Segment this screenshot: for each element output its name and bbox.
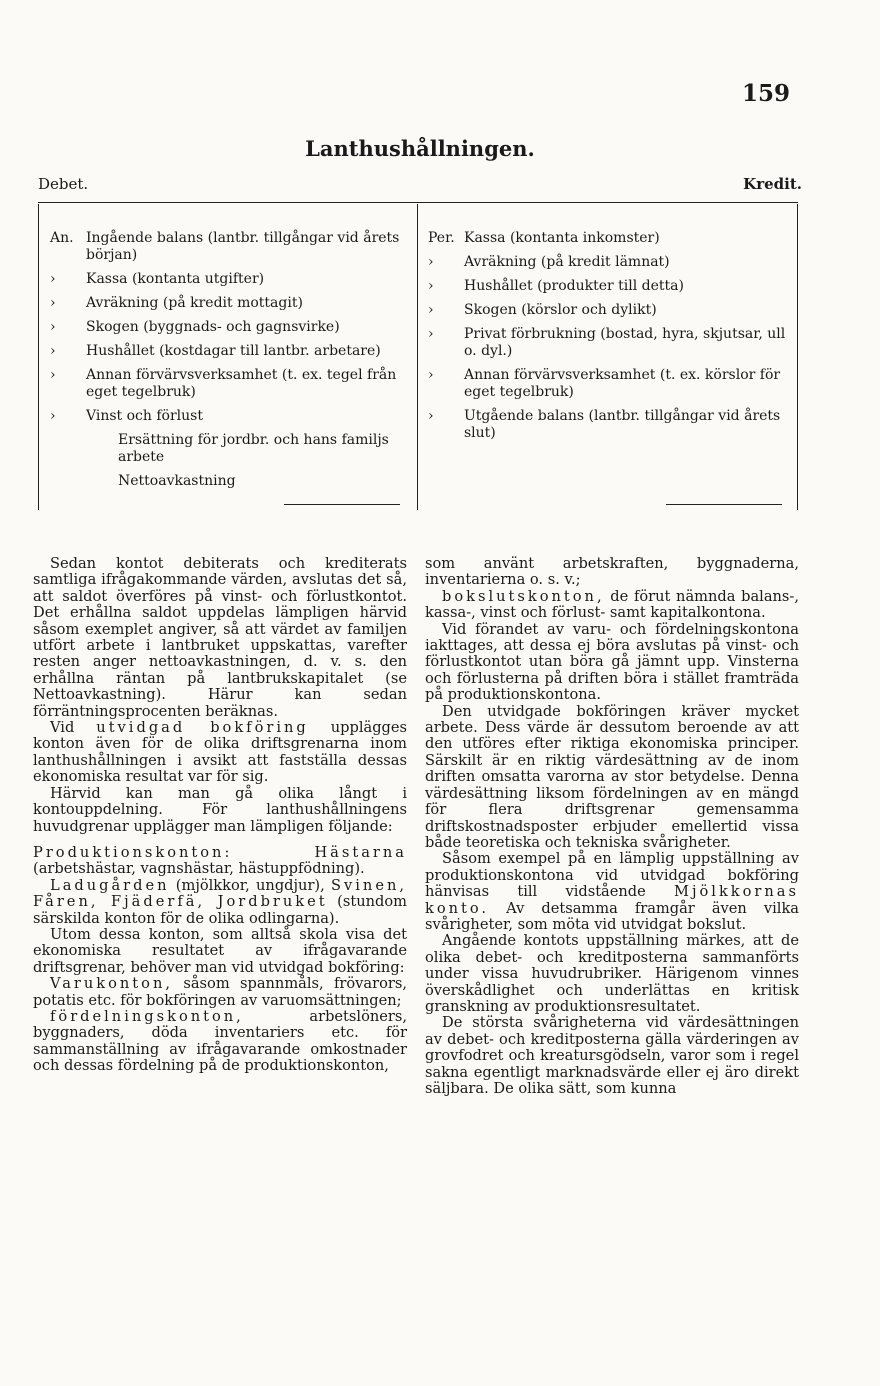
paragraph (425, 851, 799, 933)
paragraph (33, 1009, 407, 1075)
credit-entry-text: Avräkning (på kredit lämnat) (464, 254, 670, 270)
page-title: Lanthushållningen. (305, 136, 535, 161)
credit-entry-text: Hushållet (produkter till detta) (464, 278, 684, 294)
paragraph: Sedan kontot debiterats och krediterats samtliga ifrågakommande värden, avslutas det så, att saldot överföres på vinst- och förlustkontot. Det erhållna saldot uppdelas lämpligen härvid såsom exemplet angiver, så att värdet av familjen utfört arbete i lantbruket uppskattas, varefter resten anger nettoavkastningen, d. v. s. den erhållna räntan på lantbrukskapitalet (se Nettoavkastning). Härur kan sedan förräntningsprocenten beräknas. (33, 555, 407, 720)
credit-entry (428, 278, 786, 295)
debit-entry (50, 319, 408, 336)
credit-entry-text: Utgående balans (lantbr. tillgångar vid årets slut) (464, 408, 781, 441)
paragraph: Vid förandet av varu- och fördelningskontona iakttages, att dessa ej böra avslutas på vinst- och förlustkontot utan böra gå jämnt upp. Vinsterna och förlusterna på driften böra i stället framträda på produktionskontona. (425, 620, 799, 704)
spaced-term: Hästarna (314, 843, 407, 861)
kredit-label: Kredit. (743, 175, 802, 193)
spaced-term: utvidgad bokföring (96, 719, 309, 737)
account-top-rule (38, 202, 798, 203)
ditto-mark: › (428, 278, 434, 294)
ditto-mark: › (50, 343, 56, 359)
debit-entry-text: Ingående balans (lantbr. tillgångar vid årets början) (86, 230, 400, 263)
debit-entry-text: Hushållet (kostdagar till lantbr. arbetare) (86, 343, 381, 359)
debit-entry-text: Kassa (kontanta utgifter) (86, 271, 265, 287)
spaced-term: Produktionskonton: (33, 843, 233, 861)
account-middle-rule (417, 204, 418, 510)
debit-sum-rule (284, 504, 400, 505)
debit-entry-text: Avräkning (på kredit mottagit) (86, 295, 303, 311)
paragraph: De största svårigheterna vid värdesättningen av debet- och kreditposterna gälla värderingen av grovfodret och kreatursgödseln, varor som i regel sakna egentligt marknadsvärde eller ej äro direkt säljbara. De olika sätt, som kunna (425, 1014, 799, 1097)
debit-entry (50, 367, 408, 401)
paragraph-text: Av detsamma framgår även vilka svårigheter, som möta vid utvidgat bokslut. (425, 899, 799, 933)
credit-entry (428, 230, 786, 247)
debet-label: Debet. (38, 175, 89, 193)
credit-column (428, 230, 786, 449)
credit-entry-text: Skogen (körslor och dylikt) (464, 302, 657, 318)
paragraph: Den utvidgade bokföringen kräver mycket arbete. Dess värde är dessutom beroende av att den utföres efter riktiga ekonomiska principer. Särskilt är en riktig värdesättning av de inom driften omsatta varorna av stor betydelse. Denna värdesättning liksom fördelningen av en mängd för flera driftsgrenar gemensamma driftskostnadsposter erbjuder emellertid vissa både teoretiska och tekniska svårigheter. (425, 702, 799, 851)
credit-entry (428, 254, 786, 271)
paragraph-text: Vid (50, 719, 97, 737)
spaced-term: Ladugården (50, 876, 170, 894)
paragraph (33, 845, 407, 878)
spaced-term: bokslutskonton, (442, 587, 605, 605)
credit-entry-text: Kassa (kontanta inkomster) (464, 230, 660, 246)
spaced-term: fördelningskonton, (50, 1007, 244, 1025)
left-text-column (33, 556, 407, 1075)
account-table (38, 202, 798, 512)
ditto-mark: › (50, 319, 56, 335)
debit-prefix: An. (50, 230, 74, 246)
debit-entry-text: Vinst och förlust (86, 408, 203, 424)
credit-entry (428, 326, 786, 360)
paragraph-text: (arbetshästar, vagnshästar, hästuppfödning). (33, 860, 365, 878)
right-text-column (425, 556, 799, 1097)
credit-prefix: Per. (428, 230, 455, 246)
paragraph-text: Såsom exempel på en lämplig uppställning av produktionskontona vid utvidgad bokföring hänvisas till vidstående (425, 850, 799, 901)
debit-entry (50, 343, 408, 360)
ditto-mark: › (50, 295, 56, 311)
debit-entry-text: Skogen (byggnads- och gagnsvirke) (86, 319, 340, 335)
ditto-mark: › (50, 271, 56, 287)
debit-entry (50, 230, 408, 264)
ditto-mark: › (50, 408, 56, 424)
paragraph-text: de förut nämnda balans-, kassa-, vinst och förlust- samt kapitalkontona. (425, 587, 799, 622)
ditto-mark: › (428, 326, 434, 342)
debit-column (50, 230, 408, 497)
credit-entry (428, 302, 786, 319)
paragraph-text: upplägges konton även för de olika driftsgrenarna inom lanthushållningen i avsikt att fastställa dessas ekonomiska resultat var för sig. (33, 719, 408, 786)
credit-entry (428, 367, 786, 401)
debit-entry (50, 408, 408, 425)
paragraph-text: arbetslöners, byggnaders, döda inventariers etc. för sammanställning av ifrågavarande omkostnader och dessas fördelning på de produktionskonton, (33, 1007, 407, 1075)
paragraph-text: (stundom särskilda konton för de olika odlingarna). (33, 893, 407, 927)
paragraph: som använt arbetskraften, byggnaderna, inventarierna o. s. v.; (425, 555, 799, 589)
debit-entry (50, 271, 408, 288)
spaced-term: Mjölkkornas konto. (425, 883, 799, 917)
paragraph-text: såsom spannmåls, frövarors, potatis etc. för bokföringen av varuomsättningen; (33, 975, 407, 1009)
ditto-mark: › (428, 367, 434, 383)
spaced-term: Varukonton, (50, 975, 173, 993)
paragraph (33, 878, 407, 927)
paragraph (33, 976, 407, 1009)
account-right-rule (797, 204, 798, 510)
debit-entry-text: Annan förvärvsverksamhet (t. ex. tegel från eget tegelbruk) (86, 367, 397, 400)
credit-entry (428, 408, 786, 442)
paragraph: Härvid kan man gå olika långt i kontouppdelning. För lanthushållningens huvudgrenar upplägger man lämpligen följande: (33, 784, 407, 835)
credit-entry-text: Annan förvärvsverksamhet (t. ex. körslor för eget tegelbruk) (464, 367, 781, 400)
paragraph: Utom dessa konton, som alltså skola visa det ekonomiska resultatet av ifrågavarande driftsgrenar, behöver man vid utvidgad bokföring: (33, 925, 407, 976)
credit-entry-text: Privat förbrukning (bostad, hyra, skjutsar, ull o. dyl.) (464, 326, 786, 359)
paragraph: Angående kontots uppställning märkes, att de olika debet- och kreditposterna sammanförts under vissa huvudrubriker. Härigenom vinnes överskådlighet och underlättas en kritisk granskning av produktionsresultatet. (425, 932, 799, 1015)
paragraph (425, 589, 799, 622)
page-number: 159 (742, 80, 791, 107)
debit-sub-entry: Ersättning för jordbr. och hans familjs arbete (118, 432, 389, 465)
paragraph (33, 720, 407, 786)
debit-sub-entry: Nettoavkastning (118, 473, 236, 489)
ditto-mark: › (50, 367, 56, 383)
debit-entry (50, 295, 408, 312)
spaced-term: Svinen, Fåren, Fjäderfä, Jordbruket (33, 876, 407, 911)
ditto-mark: › (428, 302, 434, 318)
credit-sum-rule (666, 504, 782, 505)
account-left-rule (38, 204, 39, 510)
ditto-mark: › (428, 408, 434, 424)
ditto-mark: › (428, 254, 434, 270)
paragraph-text: (mjölkkor, ungdjur), (169, 876, 332, 894)
